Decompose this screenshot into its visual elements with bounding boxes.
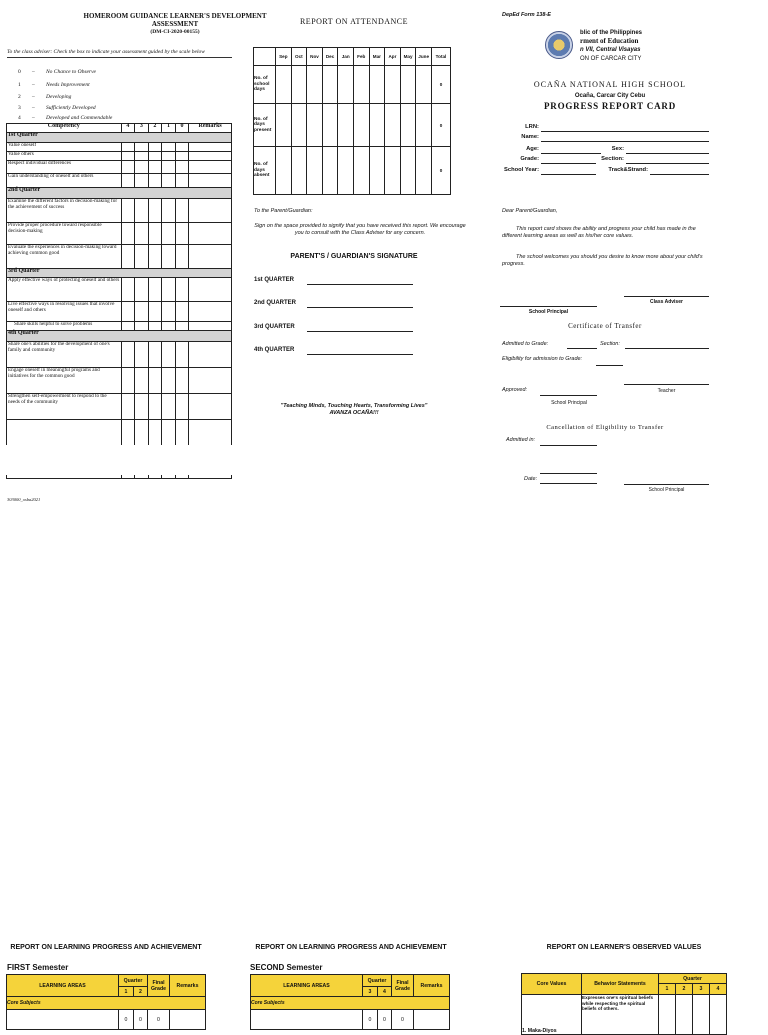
scale-row: 4 – Developed and Commendable <box>18 115 113 121</box>
table-row: Provide proper procedure toward responsible decision-making <box>7 223 232 245</box>
month-header: Sep <box>276 48 292 66</box>
behavior-header: Behavior Statements <box>582 974 659 995</box>
age-field[interactable] <box>541 153 601 154</box>
date-label: Date: <box>524 476 538 482</box>
grade-label: Grade: <box>520 156 539 162</box>
sex-label: Sex: <box>611 146 624 152</box>
table-row: No. of school days 0 <box>254 66 451 104</box>
section-label: Section: <box>601 156 624 162</box>
name-field[interactable] <box>541 141 709 142</box>
school-address: Ocaña, Carcar City Cebu <box>574 93 646 99</box>
month-header: Mar <box>369 48 385 66</box>
date-field[interactable] <box>540 483 597 484</box>
table-row: Gain understanding of oneself and others <box>7 174 232 188</box>
track-label: Track&Strand: <box>608 167 648 173</box>
scale-row: 0 – No Chance to Observe <box>18 69 96 75</box>
total-cell: 0 <box>432 147 451 195</box>
total-cell: 0 <box>432 66 451 104</box>
remarks-header: Remarks <box>170 975 206 997</box>
col-4: 4 <box>121 124 135 133</box>
footnote: 303000_osba2021 <box>7 497 41 502</box>
month-header: Apr <box>385 48 401 66</box>
department-line: rment of Education <box>580 37 639 45</box>
quarter-header: Quarter <box>119 975 148 987</box>
school-motto: "Teaching Minds, Touching Hearts, Transforming Lives" AVANZA OCAÑA!!! <box>280 403 428 416</box>
quarter-num: 3 <box>693 984 710 995</box>
core-value-label: 1. Maka-Diyos <box>522 995 582 1035</box>
month-header: Dec <box>322 48 338 66</box>
col-2: 2 <box>148 124 162 133</box>
table-row: Strengthen self-empowerment to respond to the needs of the community <box>7 394 232 420</box>
quarter-header: Quarter <box>659 974 727 984</box>
principal-label-3: School Principal <box>648 487 685 493</box>
quarter-label: 4th QUARTER <box>254 347 295 353</box>
name-label: Name: <box>521 134 539 140</box>
total-cell: 0 <box>432 104 451 147</box>
learning-table-2 <box>250 974 450 1030</box>
class-adviser-label: Class Adviser <box>650 299 683 305</box>
quarter-header: Quarter <box>363 975 392 987</box>
values-title: REPORT ON LEARNER'S OBSERVED VALUES <box>546 944 702 951</box>
signature-heading: PARENT'S / GUARDIAN'S SIGNATURE <box>290 253 418 260</box>
republic-line: blic of the Philippines <box>580 30 643 36</box>
deped-seal-icon <box>545 31 573 59</box>
final-grade-header: Final Grade <box>148 975 170 997</box>
quarter-num: 1 <box>659 984 676 995</box>
quarter-heading: 1st Quarter <box>7 133 232 143</box>
eligibility-field[interactable] <box>596 365 623 366</box>
remarks-header: Remarks <box>414 975 450 997</box>
table-row: 0 0 0 <box>7 1010 206 1030</box>
table-row: Evaluate the experiences in decision-making toward achieving common good <box>7 245 232 269</box>
teacher-signature-line[interactable] <box>624 384 709 385</box>
core-values-header: Core Values <box>522 974 582 995</box>
approved-label: Approved: <box>502 387 528 393</box>
quarter-num: 3 <box>363 987 378 997</box>
table-row: Share one's abilities for the development of one's family and community <box>7 342 232 368</box>
final-grade-header: Final Grade <box>392 975 414 997</box>
values-table <box>521 973 727 1035</box>
table-row: No. of days absent 0 <box>254 147 451 195</box>
table-row: Value oneself <box>7 143 232 152</box>
table-row: Share skills helpful to solve problems <box>7 322 232 331</box>
attendance-table <box>253 47 451 195</box>
table-row: Value others <box>7 152 232 161</box>
homeroom-instruction: To the class adviser: Check the box to indicate your assessment guided by the scale below <box>7 49 232 58</box>
quarter-num: 2 <box>134 987 148 997</box>
quarter-num: 2 <box>676 984 693 995</box>
signature-line[interactable] <box>307 307 413 308</box>
approved-line[interactable] <box>540 395 597 396</box>
month-header: Oct <box>291 48 307 66</box>
parent-instructions: Sign on the space provided to signify that you have received this report. We encourage you to consult with the Class Adviser for any concern. <box>254 223 466 236</box>
principal-signature-line-2[interactable] <box>624 484 709 485</box>
col-1: 1 <box>162 124 176 133</box>
signature-line[interactable] <box>307 331 413 332</box>
school-year-field[interactable] <box>541 174 596 175</box>
section-label-2: Section: <box>600 341 620 347</box>
homeroom-code: (DM-CI-2020-00155) <box>150 29 200 35</box>
col-0: 0 <box>175 124 189 133</box>
school-year-label: School Year: <box>503 167 539 173</box>
region-line: n VII, Central Visayas <box>580 47 641 53</box>
card-message-2: The school welcomes you should you desire to know more about your child's progress. <box>502 254 703 267</box>
principal-label: School Principal <box>528 309 569 315</box>
dear-parent: Dear Parent/Guardian, <box>502 208 558 214</box>
table-row: Live effective ways in resolving issues that involve oneself and others <box>7 302 232 322</box>
quarter-num: 4 <box>378 987 392 997</box>
section-field-2[interactable] <box>625 348 709 349</box>
scale-row: 2 – Developing <box>18 94 72 100</box>
quarter-heading: 2nd Quarter <box>7 188 232 199</box>
cancellation-title: Cancellation of Eligibility to Transfer <box>546 424 664 431</box>
month-header: Jan <box>338 48 354 66</box>
section-field[interactable] <box>626 163 709 164</box>
col-competency: Competency <box>7 124 122 133</box>
teacher-label: Teacher <box>657 388 676 394</box>
adviser-signature-line[interactable] <box>624 296 709 297</box>
month-header: Feb <box>353 48 369 66</box>
competency-table <box>6 123 232 479</box>
col-remarks: Remarks <box>189 124 232 133</box>
form-number: DepEd Form 138-E <box>502 12 551 18</box>
month-header: Nov <box>307 48 323 66</box>
quarter-label: 1st QUARTER <box>254 277 295 283</box>
quarter-label: 2nd QUARTER <box>254 300 296 306</box>
eligibility-label: Eligibility for admission to Grade: <box>502 356 583 362</box>
core-subjects-label: Core Subjects <box>251 997 450 1010</box>
lrn-label: LRN: <box>525 124 539 130</box>
month-header: May <box>400 48 416 66</box>
table-row: Apply effective ways of protecting oneself and others <box>7 278 232 302</box>
grade-field[interactable] <box>541 163 596 164</box>
page-gap <box>0 445 235 475</box>
table-row: Engage oneself in meaningful programs and initiatives for the common good <box>7 368 232 394</box>
learning-areas-header: LEARNING AREAS <box>7 975 119 997</box>
quarter-label: 3rd QUARTER <box>254 324 295 330</box>
age-label: Age: <box>526 146 539 152</box>
table-row: Respect individual differences <box>7 161 232 174</box>
table-row: Examine the different factors in decision-making for the achievement of success <box>7 199 232 223</box>
semester-label-2: SECOND Semester <box>250 963 323 972</box>
track-field[interactable] <box>650 174 709 175</box>
homeroom-title: HOMEROOM GUIDANCE LEARNER'S DEVELOPMENT ASSESSMENT <box>83 12 267 28</box>
learning-areas-header: LEARNING AREAS <box>251 975 363 997</box>
quarter-heading: 4th Quarter <box>7 331 232 342</box>
learning-table-1 <box>6 974 206 1030</box>
admitted-in-field[interactable] <box>540 445 597 446</box>
table-row: No. of days present 0 <box>254 104 451 147</box>
sex-field[interactable] <box>626 153 709 154</box>
progress-title-2: REPORT ON LEARNING PROGRESS AND ACHIEVEMENT <box>255 944 447 951</box>
total-header: Total <box>432 48 451 66</box>
progress-title-1: REPORT ON LEARNING PROGRESS AND ACHIEVEMENT <box>10 944 202 951</box>
semester-label-1: FIRST Semester <box>7 963 69 972</box>
parent-salutation: To the Parent/Guardian: <box>254 208 313 214</box>
card-message: This report card shows the ability and progress your child has made in the different learning areas as well as his/her core values. <box>502 226 696 239</box>
division-line: ON OF CARCAR CITY <box>580 56 642 62</box>
principal-signature-line[interactable] <box>500 306 597 307</box>
admitted-grade-label: Admitted to Grade: <box>502 341 549 347</box>
certificate-title: Certificate of Transfer <box>568 322 642 330</box>
date-line-top[interactable] <box>540 473 597 474</box>
quarter-heading: 3rd Quarter <box>7 269 232 278</box>
principal-label-2: School Principal <box>551 400 587 406</box>
school-name: OCAÑA NATIONAL HIGH SCHOOL <box>533 80 687 89</box>
core-subjects-label: Core Subjects <box>7 997 206 1010</box>
quarter-num: 4 <box>710 984 727 995</box>
admitted-grade-field[interactable] <box>567 348 597 349</box>
behavior-statement: Expresses one's spiritual beliefs while respecting the spiritual beliefs of others. <box>582 995 659 1035</box>
card-title: PROGRESS REPORT CARD <box>543 101 677 111</box>
signature-line[interactable] <box>307 354 413 355</box>
quarter-num: 1 <box>119 987 134 997</box>
col-3: 3 <box>135 124 149 133</box>
table-row <box>522 995 727 1035</box>
signature-line[interactable] <box>307 284 413 285</box>
table-row: 0 0 0 <box>251 1010 450 1030</box>
lrn-field[interactable] <box>541 131 709 132</box>
scale-row: 1 – Needs Improvement <box>18 82 90 88</box>
scale-row: 3 – Sufficiently Developed <box>18 105 96 111</box>
month-header: June <box>416 48 432 66</box>
admitted-in-label: Admitted in: <box>506 437 536 443</box>
attendance-title: REPORT ON ATTENDANCE <box>299 17 409 26</box>
